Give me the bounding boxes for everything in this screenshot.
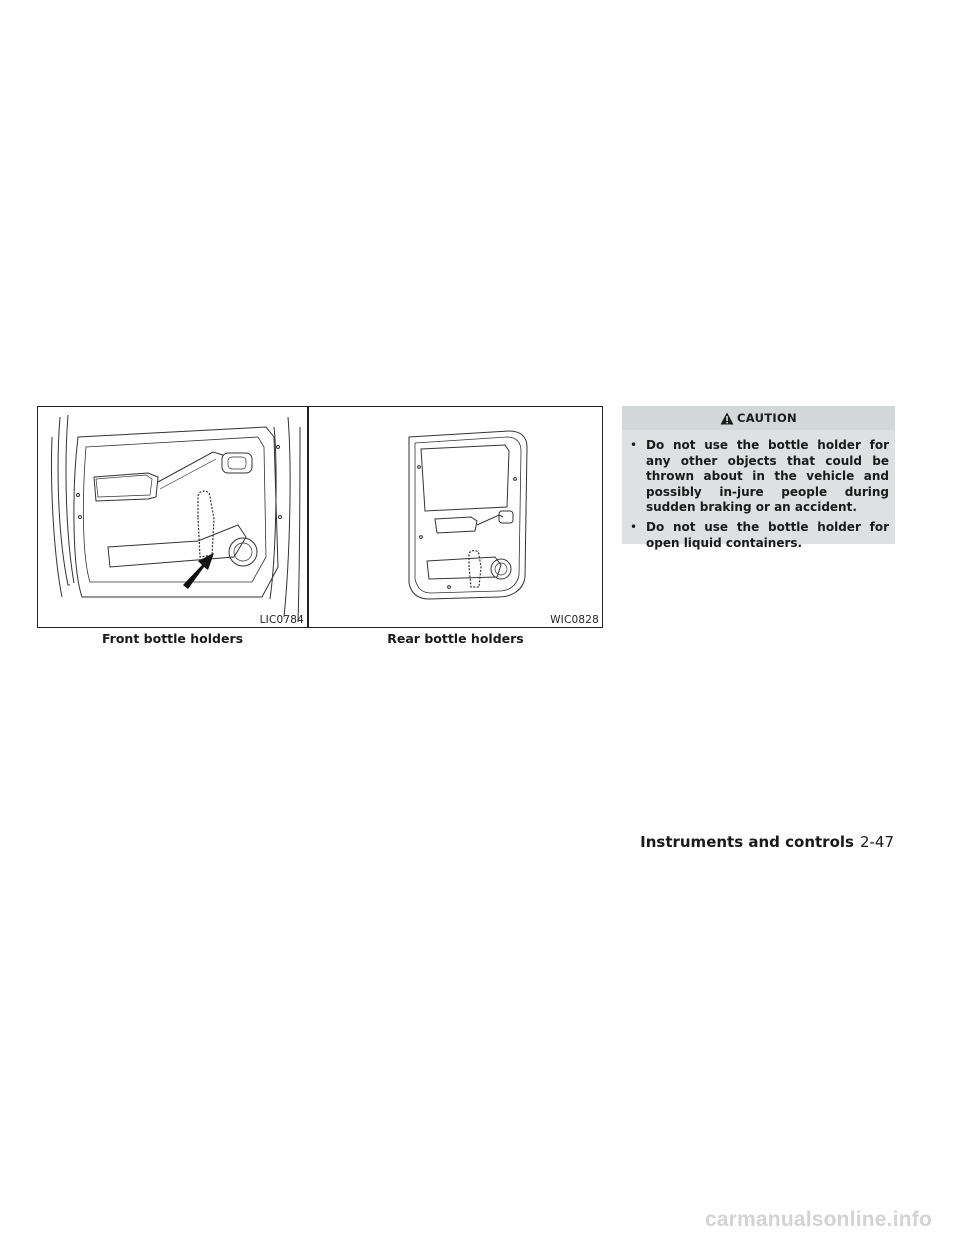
caution-box <box>622 406 895 550</box>
figure-rear-bottle-holders <box>308 406 603 628</box>
caution-title: CAUTION <box>737 411 797 425</box>
figure-caption: Rear bottle holders <box>387 631 524 646</box>
caution-list <box>622 438 895 551</box>
figure-front-bottle-holders <box>37 406 308 628</box>
caution-item: • Do not use the bottle holder for open liquid containers. <box>630 520 889 551</box>
page-number: 2-47 <box>859 833 894 851</box>
page-footer <box>640 833 894 851</box>
figure-code: LIC0784 <box>259 614 304 626</box>
arrow-icon <box>183 553 214 589</box>
watermark: carmanualsonline.info <box>704 1208 932 1231</box>
warning-icon <box>720 412 734 425</box>
rear-door-illustration <box>309 407 602 627</box>
front-door-illustration <box>38 407 307 627</box>
caution-header <box>622 406 895 430</box>
figure-caption: Front bottle holders <box>101 631 244 646</box>
figure-code: WIC0828 <box>550 614 599 626</box>
section-title: Instruments and controls <box>640 833 854 851</box>
caution-item: • Do not use the bottle holder for any other objects that could be thrown about in the vehicle and possibly in-jure people during sudden braking or an accident. <box>630 438 889 516</box>
